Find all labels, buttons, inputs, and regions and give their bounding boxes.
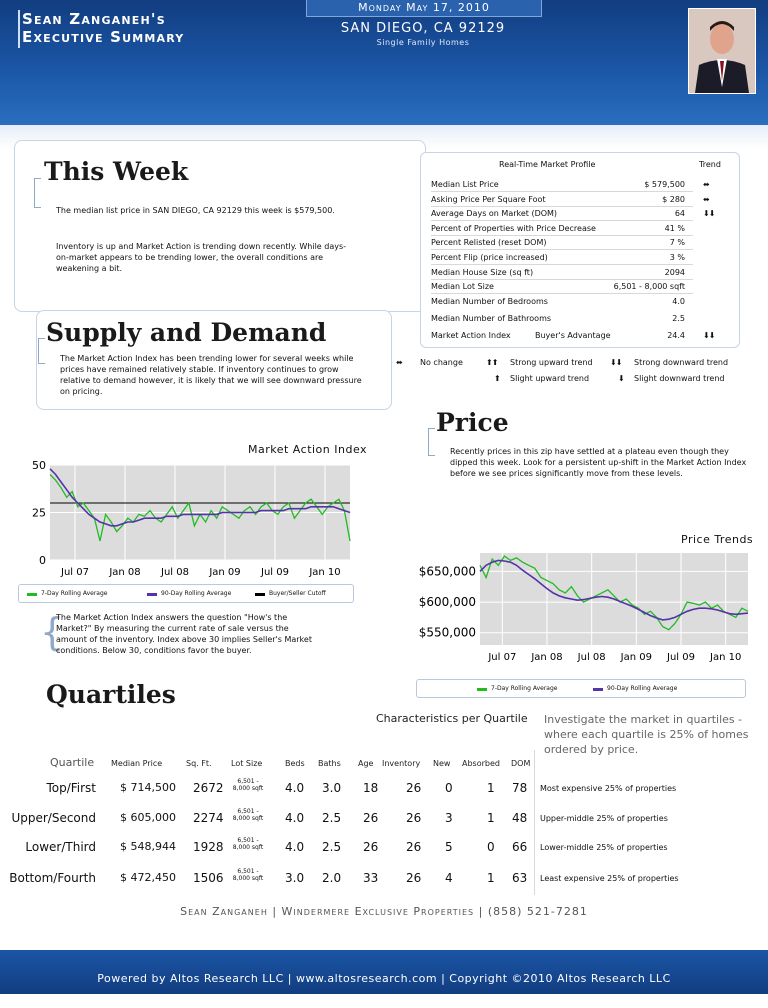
trend-icon: ⬇⬇ [703, 331, 715, 340]
quartile-name: Upper/Second [11, 811, 96, 825]
profile-label: Asking Price Per Square Foot [431, 194, 546, 204]
supply-bracket [38, 338, 45, 364]
quartiles-title: Quartiles [46, 680, 176, 709]
quartile-name: Lower/Third [25, 840, 96, 854]
slight-down-icon: ⬇ [618, 374, 625, 383]
profile-row [431, 312, 731, 325]
quartile-dom: 66 [512, 840, 528, 854]
x-tick-label: Jul 07 [61, 567, 89, 578]
header-baths: Baths [318, 759, 341, 768]
trend-icon: ⬌ [703, 180, 709, 189]
legend-cutoff: Buyer/Seller Cutoff [269, 590, 326, 597]
quartile-age: 18 [363, 781, 379, 795]
no-change-label: No change [420, 358, 463, 367]
profile-label: Percent of Properties with Price Decrease [431, 223, 596, 233]
quartile-row [0, 810, 768, 836]
header-dom: DOM [511, 759, 531, 768]
mai-note-brace: { [40, 610, 65, 654]
quartile-beds: 3.0 [285, 871, 305, 885]
x-tick-label: Jan 10 [309, 567, 341, 578]
quartile-baths: 2.0 [322, 871, 342, 885]
quartile-sqft: 2274 [193, 811, 224, 825]
price-legend-swatch-90day [593, 688, 603, 691]
no-change-icon: ⬌ [396, 358, 402, 367]
quartile-sqft: 1928 [193, 840, 224, 854]
profile-row [431, 207, 731, 220]
quartile-lot-line2: 8,000 sqft [232, 785, 264, 792]
profile-extra: Buyer's Advantage [535, 331, 611, 340]
price-bracket [428, 428, 435, 456]
header-lot: Lot Size [231, 759, 263, 768]
quartile-lot-line1: 6,501 - [237, 868, 259, 875]
quartile-lot [230, 837, 266, 851]
quartile-lot-line2: 8,000 sqft [232, 815, 264, 822]
price-chart [410, 545, 760, 670]
x-tick-label: Jan 09 [620, 652, 652, 663]
price-legend-swatch-7day [477, 688, 487, 691]
profile-value: $ 280 [662, 194, 685, 204]
quartile-price: $ 605,000 [120, 811, 176, 824]
price-legend [416, 679, 746, 698]
x-tick-label: Jul 08 [577, 652, 606, 663]
legend-90day: 90-Day Rolling Average [161, 590, 232, 597]
profile-row [431, 222, 731, 235]
quartile-beds: 4.0 [285, 811, 305, 825]
quartile-description: Upper-middle 25% of properties [540, 814, 668, 823]
quartile-name: Bottom/Fourth [9, 871, 96, 885]
quartile-description: Lower-middle 25% of properties [540, 843, 668, 852]
x-tick-label: Jul 09 [667, 652, 695, 663]
strong-up-label: Strong upward trend [510, 358, 593, 367]
quartile-sqft: 1506 [193, 871, 224, 885]
supply-demand-title: Supply and Demand [46, 318, 327, 347]
quartile-beds: 4.0 [285, 781, 305, 795]
powered-by-footer: Powered by Altos Research LLC | www.altosresearch.com | Copyright ©2010 Altos Research LLC [0, 950, 768, 994]
report-date: Monday May 17, 2010 [306, 0, 542, 17]
quartile-lot-line1: 6,501 - [237, 778, 259, 785]
profile-value: 2094 [664, 267, 685, 277]
strong-down-icon: ⬇⬇ [610, 358, 622, 367]
mai-legend [18, 584, 354, 603]
quartile-beds: 4.0 [285, 840, 305, 854]
profile-value: 24.4 [667, 331, 685, 340]
x-tick-label: Jul 09 [261, 567, 289, 578]
quartile-inventory: 26 [406, 840, 422, 854]
trend-icon: ⬌ [703, 194, 709, 204]
quartile-row [0, 780, 768, 806]
slight-up-label: Slight upward trend [510, 374, 590, 383]
quartile-age: 33 [363, 871, 379, 885]
quartile-baths: 2.5 [322, 840, 342, 854]
quartile-lot [230, 808, 266, 822]
slight-down-label: Slight downward trend [634, 374, 725, 383]
profile-label: Percent Flip (price increased) [431, 253, 548, 262]
quartile-absorbed: 1 [487, 871, 495, 885]
slight-up-icon: ⬆ [494, 374, 501, 383]
report-header [0, 0, 768, 125]
header-absorbed: Absorbed [462, 759, 500, 768]
profile-row [431, 266, 731, 279]
quartile-row [0, 839, 768, 865]
legend-7day: 7-Day Rolling Average [41, 590, 108, 597]
profile-label: Median Lot Size [431, 282, 494, 292]
quartile-price: $ 472,450 [120, 871, 176, 884]
profile-value: 64 [674, 209, 685, 219]
this-week-para2: Inventory is up and Market Action is trending down recently. While days-on-market appears to be trending lower, the overall conditions are weakening a bit. [56, 242, 347, 273]
profile-label: Average Days on Market (DOM) [431, 209, 558, 219]
quartile-description: Least expensive 25% of properties [540, 874, 679, 883]
agent-footer: Sean Zanganeh | Windermere Exclusive Properties | (858) 521-7281 [180, 905, 588, 918]
quartile-name: Top/First [46, 781, 96, 795]
profile-label: Median List Price [431, 180, 499, 189]
profile-value: 4.0 [672, 296, 685, 306]
profile-row [431, 329, 731, 342]
x-tick-label: Jul 07 [488, 652, 517, 663]
market-profile-table [420, 152, 740, 348]
profile-row [431, 280, 731, 293]
profile-value: 41 % [664, 223, 685, 233]
profile-value: 6,501 - 8,000 sqft [613, 282, 685, 292]
profile-value: 7 % [669, 238, 685, 248]
x-tick-label: Jul 08 [161, 567, 189, 578]
quartile-absorbed: 1 [487, 811, 495, 825]
quartile-absorbed: 1 [487, 781, 495, 795]
quartile-dom: 48 [512, 811, 528, 825]
quartile-inventory: 26 [406, 811, 422, 825]
profile-row [431, 236, 731, 249]
quartile-lot [230, 778, 266, 792]
trend-icon: ⬇⬇ [703, 209, 715, 219]
property-type: Single Family Homes [376, 38, 470, 47]
profile-label: Percent Relisted (reset DOM) [431, 238, 547, 248]
profile-row [431, 295, 731, 308]
profile-row [431, 178, 731, 191]
price-legend-7day: 7-Day Rolling Average [491, 685, 558, 692]
header-quartile: Quartile [50, 756, 95, 769]
this-week-para1: The median list price in SAN DIEGO, CA 92129 this week is $579,500. [56, 206, 335, 215]
quartile-new: 5 [445, 840, 453, 854]
header-age: Age [358, 759, 374, 768]
quartile-lot-line1: 6,501 - [237, 837, 259, 844]
mai-chart [0, 455, 370, 585]
quartile-lot-line1: 6,501 - [237, 808, 259, 815]
supply-demand-para: The Market Action Index has been trending lower for several weeks while prices have remained relatively stable. If inventory continues to grow relative to demand however, it is likely that we will see downward pressure on pricing. [60, 354, 362, 396]
price-para: Recently prices in this zip have settled at a plateau even though they dipped this week. Look for a persistent up-shift in the Market Action Index before we see prices significantly move from these levels. [450, 447, 747, 478]
x-tick-label: Jan 08 [531, 652, 563, 663]
quartile-price: $ 714,500 [120, 781, 176, 794]
x-tick-label: Jan 10 [710, 652, 742, 663]
quartile-row [0, 870, 768, 896]
quartile-baths: 3.0 [322, 781, 342, 795]
quartile-absorbed: 0 [487, 840, 495, 854]
quartile-inventory: 26 [406, 781, 422, 795]
quartile-lot [230, 868, 266, 882]
y-tick-label: 25 [32, 506, 46, 520]
trend-header: Trend [699, 160, 721, 169]
y-tick-label: 0 [39, 554, 46, 567]
profile-label: Median Number of Bedrooms [431, 296, 548, 306]
price-chart-title: Price Trends [681, 533, 754, 546]
header-median-price: Median Price [111, 759, 163, 768]
profile-value: $ 579,500 [644, 180, 685, 189]
profile-row [431, 251, 731, 264]
x-tick-label: Jan 09 [209, 567, 241, 578]
header-inventory: Inventory [382, 759, 421, 768]
quartile-age: 26 [363, 811, 379, 825]
quartiles-note: Investigate the market in quartiles - where each quartile is 25% of homes ordered by price. [544, 713, 749, 756]
legend-swatch-90day [147, 593, 157, 596]
quartile-dom: 78 [512, 781, 528, 795]
strong-up-icon: ⬆⬆ [486, 358, 498, 367]
profile-row [431, 193, 731, 206]
y-tick-label: 50 [32, 459, 46, 472]
profile-value: 2.5 [672, 314, 685, 324]
agent-photo [688, 8, 756, 94]
quartile-sqft: 2672 [193, 781, 224, 795]
header-rule [18, 10, 20, 48]
quartile-inventory: 26 [406, 871, 422, 885]
x-tick-label: Jan 08 [109, 567, 141, 578]
agent-title: Sean Zanganeh's Executive Summary [22, 10, 185, 46]
legend-swatch-cutoff [255, 593, 265, 596]
y-tick-label: $650,000 [418, 564, 476, 579]
quartile-new: 3 [445, 811, 453, 825]
quartile-new: 0 [445, 781, 453, 795]
header-sqft: Sq. Ft. [186, 759, 212, 768]
price-title: Price [436, 408, 509, 437]
price-legend-90day: 90-Day Rolling Average [607, 685, 678, 692]
this-week-title: This Week [44, 157, 189, 186]
mai-note: The Market Action Index answers the question "How's the Market?" By measuring the current rate of sale versus the amount of the inventory. Index above 30 implies Seller's Market conditions. Below 30, conditions favor the buyer. [56, 613, 312, 655]
quartile-new: 4 [445, 871, 453, 885]
quartile-lot-line2: 8,000 sqft [232, 875, 264, 882]
profile-label: Median House Size (sq ft) [431, 267, 534, 277]
characteristics-title: Characteristics per Quartile [376, 712, 528, 725]
agent-portrait-icon [689, 9, 755, 93]
quartile-price: $ 548,944 [120, 840, 176, 853]
quartile-description: Most expensive 25% of properties [540, 784, 677, 793]
this-week-bracket [34, 178, 41, 208]
quartile-age: 26 [363, 840, 379, 854]
header-new: New [433, 759, 451, 768]
market-profile-title: Real-Time Market Profile [499, 160, 596, 169]
legend-swatch-7day [27, 593, 37, 596]
quartile-dom: 63 [512, 871, 528, 885]
y-tick-label: $600,000 [418, 595, 476, 610]
quartile-baths: 2.5 [322, 811, 342, 825]
profile-label: Market Action Index [431, 331, 511, 340]
profile-value: 3 % [669, 253, 685, 262]
y-tick-label: $550,000 [418, 625, 476, 640]
header-beds: Beds [285, 759, 305, 768]
mai-chart-title: Market Action Index [248, 443, 368, 456]
report-location: SAN DIEGO, CA 92129 [340, 21, 506, 36]
quartile-lot-line2: 8,000 sqft [232, 844, 264, 851]
profile-label: Median Number of Bathrooms [431, 314, 552, 324]
strong-down-label: Strong downward trend [634, 358, 729, 367]
